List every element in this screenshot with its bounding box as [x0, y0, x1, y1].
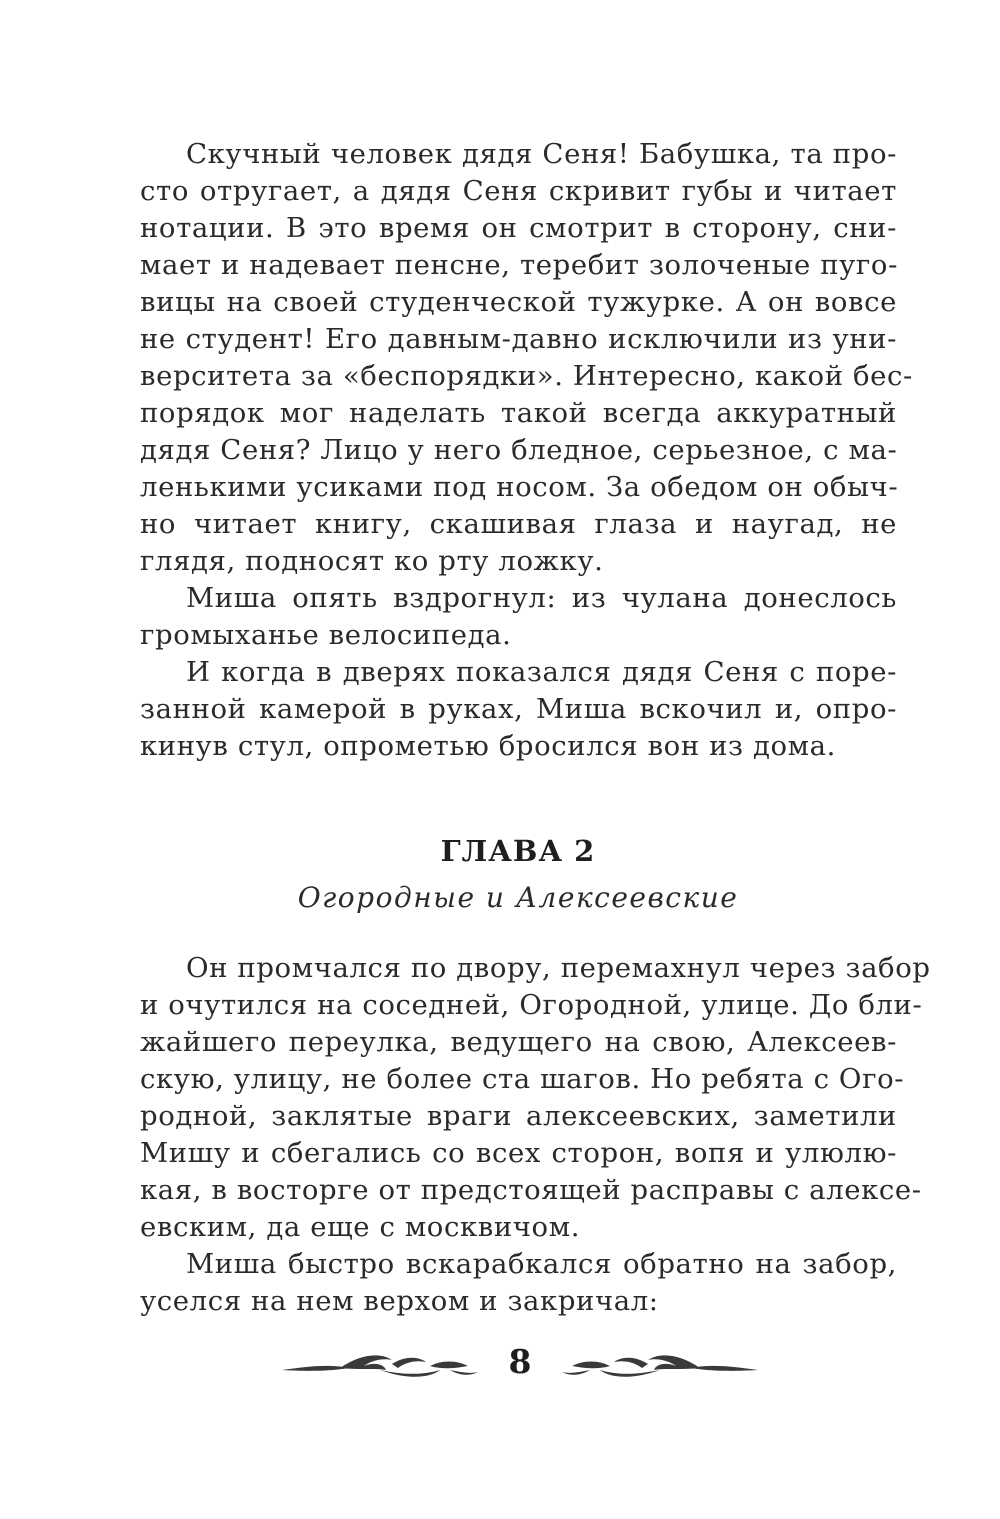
ornament-flourish-right-icon [560, 1346, 760, 1386]
text-line: вицы на своей студенческой тужурке. А он вовсе [140, 286, 897, 318]
chapter-subtitle: Огородные и Алексеевские [297, 881, 739, 914]
text-line: жайшего переулка, ведущего на свою, Алексеев- [140, 1026, 897, 1058]
text-line: сто отругает, а дядя Сеня скривит губы и читает [140, 175, 897, 207]
chapter-title: ГЛАВА 2 [440, 834, 596, 868]
text-line: Он промчался по двору, перемахнул через забор [186, 952, 931, 984]
text-line: нотации. В это время он смотрит в сторону, сни- [140, 212, 897, 244]
text-line: И когда в дверях показался дядя Сеня с поре- [186, 656, 897, 688]
text-line: но читает книгу, скашивая глаза и наугад, не [140, 508, 897, 540]
text-line: кинув стул, опрометью бросился вон из дома. [140, 730, 836, 762]
paragraph-1 [140, 136, 913, 580]
text-line: глядя, подносят ко рту ложку. [140, 545, 604, 577]
text-line: мает и надевает пенсне, теребит золоченые пуго- [140, 249, 898, 281]
text-line: занной камерой в руках, Миша вскочил и, опро- [140, 693, 897, 725]
text-line: дядя Сеня? Лицо у него бледное, серьезное, с ма- [140, 434, 898, 466]
text-line: скую, улицу, не более ста шагов. Но ребята с Ого- [140, 1063, 905, 1095]
text-line: ленькими усиками под носом. За обедом он обыч- [140, 471, 899, 503]
text-line: Миша быстро вскарабкался обратно на забор, [186, 1248, 897, 1280]
text-line: уселся на нем верхом и закричал: [140, 1285, 659, 1317]
paragraph-2 [140, 580, 897, 654]
paragraph-3 [140, 654, 897, 765]
page-footer [280, 1340, 760, 1390]
text-line: родной, заклятые враги алексеевских, заметили [140, 1100, 897, 1132]
text-line: порядок мог наделать такой всегда аккуратный [140, 397, 897, 429]
text-line: евским, да еще с москвичом. [140, 1211, 581, 1243]
text-line: кая, в восторге от предстоящей расправы с алексе- [140, 1174, 922, 1206]
text-line: Мишу и сбегались со всех сторон, вопя и улюлю- [140, 1137, 897, 1169]
text-line: Миша опять вздрогнул: из чулана донеслось [186, 582, 897, 614]
paragraph-5 [140, 1246, 897, 1320]
text-line: громыханье велосипеда. [140, 619, 512, 651]
text-line: Скучный человек дядя Сеня! Бабушка, та про- [186, 138, 897, 170]
paragraph-4 [140, 950, 931, 1246]
page-number: 8 [508, 1342, 532, 1381]
text-line: и очутился на соседней, Огородной, улице. До бли- [140, 989, 923, 1021]
text-line: не студент! Его давным-давно исключили из уни- [140, 323, 897, 355]
text-line: верситета за «беспорядки». Интересно, какой бес- [140, 360, 913, 392]
